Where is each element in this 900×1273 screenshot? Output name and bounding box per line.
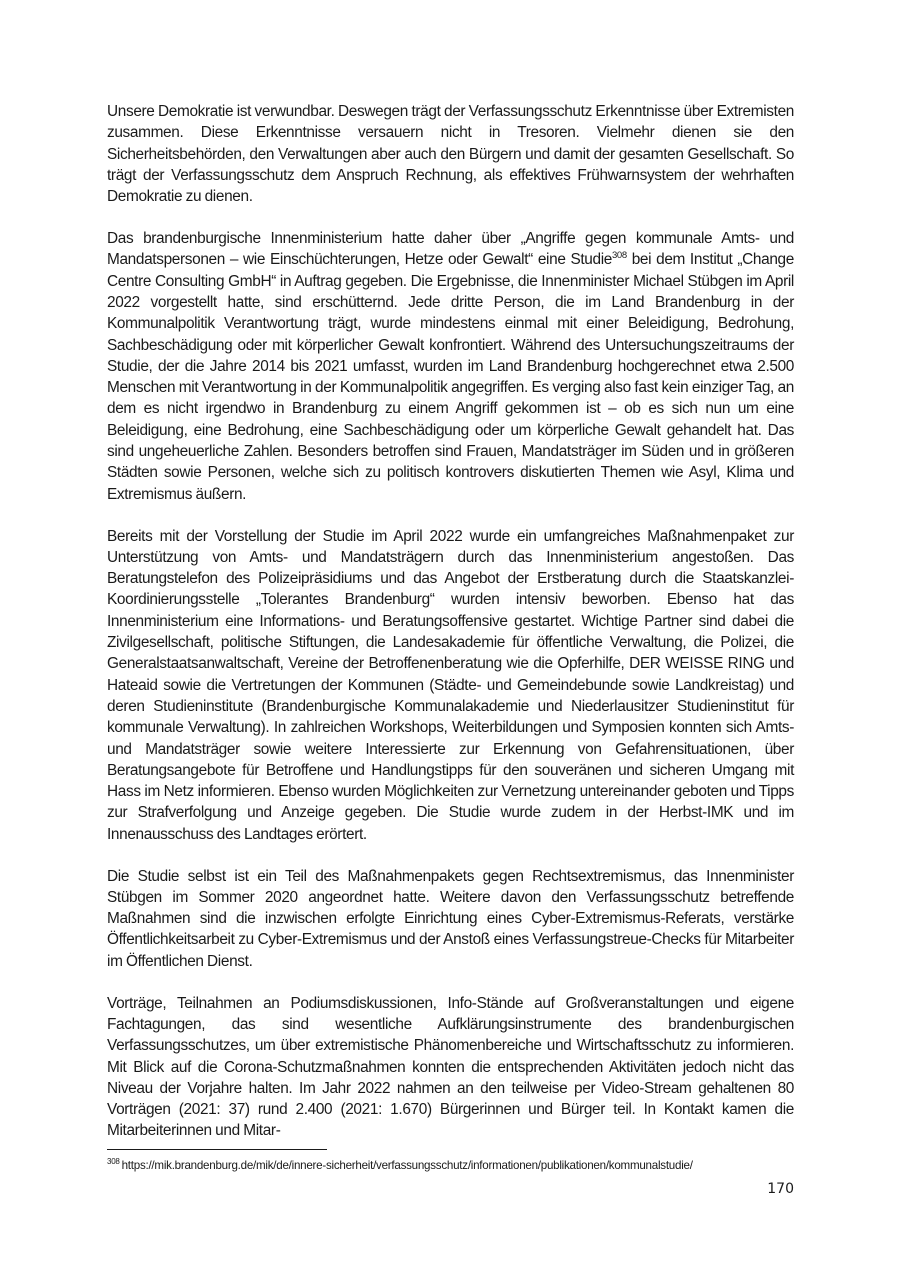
footnote-number: 308 [107, 1157, 120, 1167]
paragraph-2-after: bei dem Institut „Change Centre Consulting GmbH“ in Auftrag gegeben. Die Ergebnisse, die Innenminister Michael Stübgen im April 2022 vorgestellt hatte, sind erschütternd. Jede dritte Person, die im Land Brandenburg in der Kommunalpolitik Verantwortung trägt, wurde mindestens einmal mit einer Beleidigung, Bedrohung, Sachbeschädigung oder mit körperlicher Gewalt konfrontiert. Während des Untersuchungszeitraums der Studie, der die Jahre 2014 bis 2021 umfasst, wurden im Land Brandenburg hochgerechnet etwa 2.500 Menschen mit Verantwortung in der Kommunalpolitik angegriffen. Es verging also fast kein einziger Tag, an dem es nicht irgendwo in Brandenburg zu einem Angriff gekommen ist – ob es sich nun um eine Beleidigung, eine Bedrohung, eine Sachbeschädigung oder um körperliche Gewalt gehandelt hat. Das sind ungeheuerliche Zahlen. Besonders betroffen sind Frauen, Mandatsträger im Süden und in größeren Städten sowie Personen, welche sich zu politisch kontrovers diskutierten Themen wie Asyl, Klima und Extremismus äußern. [107, 251, 794, 503]
paragraph-4: Die Studie selbst ist ein Teil des Maßnahmenpakets gegen Rechtsextremismus, das Innenminister Stübgen im Sommer 2020 angeordnet hatte. Weitere davon den Verfassungsschutz betreffende Maßnahmen sind die inzwischen erfolgte Einrichtung eines Cyber-Extremismus-Referats, verstärke Öffentlichkeitsarbeit zu Cyber-Extremismus und der Anstoß eines Verfassungstreue-Checks für Mitarbeiter im Öffentlichen Dienst. [107, 867, 794, 970]
paragraph-2 [107, 228, 794, 505]
footnote [107, 1158, 807, 1174]
footnote-reference[interactable]: 308 [611, 250, 627, 262]
paragraph-5: Vorträge, Teilnahmen an Podiumsdiskussionen, Info-Stände auf Großveranstaltungen und eigene Fachtagungen, das sind wesentliche Aufklärungsinstrumente des brandenburgischen Verfassungsschutzes, um über extremistische Phänomenbereiche und Wirtschaftsschutz zu informieren. Mit Blick auf die Corona-Schutzmaßnahmen konnten die entsprechenden Aktivitäten jedoch nicht das Niveau der Vorjahre halten. Im Jahr 2022 nahmen an den teilweise per Video-Stream gehaltenen 80 Vorträgen (2021: 37) rund 2.400 (2021: 1.670) Bürgerinnen und Bürger teil. In Kontakt kamen die Mitarbeiterinnen und Mitar- [107, 994, 794, 1140]
page-number: 170 [767, 1181, 794, 1197]
paragraph-2-before: Das brandenburgische Innenministerium hatte daher über „Angriffe gegen kommunale Amts- und Mandatspersonen – wie Einschüchterungen, Hetze oder Gewalt“ eine Studie [107, 230, 794, 269]
body-text [107, 101, 794, 1162]
paragraph-1: Unsere Demokratie ist verwundbar. Deswegen trägt der Verfassungsschutz Erkenntnisse über Extremisten zusammen. Diese Erkenntnisse versauern nicht in Tresoren. Vielmehr dienen sie den Sicherheitsbehörden, den Verwaltungen aber auch den Bürgern und damit der gesamten Gesellschaft. So trägt der Verfassungsschutz dem Anspruch Rechnung, als effektives Frühwarnsystem der wehrhaften Demokratie zu dienen. [107, 103, 794, 206]
paragraph-3: Bereits mit der Vorstellung der Studie im April 2022 wurde ein umfangreiches Maßnahmenpaket zur Unterstützung von Amts- und Mandatsträgern durch das Innenministerium angestoßen. Das Beratungstelefon des Polizeipräsidiums und das Angebot der Erstberatung durch die Staatskanzlei-Koordinierungsstelle „Tolerantes Brandenburg“ wurden intensiv beworben. Ebenso hat das Innenministerium eine Informations- und Beratungsoffensive gestartet. Wichtige Partner sind dabei die Zivilgesellschaft, politische Stiftungen, die Landesakademie für öffentliche Verwaltung, die Polizei, die Generalstaatsanwaltschaft, Vereine der Betroffenenberatung wie die Opferhilfe, DER WEISSE RING und Hateaid sowie die Vertretungen der Kommunen (Städte- und Gemeindebunde sowie Landkreistag) und deren Studieninstitute (Brandenburgische Kommunalakademie und Niederlausitzer Studieninstitut für kommunale Verwaltung). In zahlreichen Workshops, Weiterbildungen und Symposien konnten sich Amts- und Mandatsträger sowie weitere Interessierte zur Erkennung von Gefahrensituationen, über Beratungsangebote für Betroffene und Handlungstipps für den souveränen und sicheren Umgang mit Hass im Netz informieren. Ebenso wurden Möglichkeiten zur Vernetzung untereinander geboten und Tipps zur Strafverfolgung und Anzeige gegeben. Die Studie wurde zudem in der Herbst-IMK und im Innenausschuss des Landtages erörtert. [107, 527, 794, 843]
footnote-link[interactable]: https://mik.brandenburg.de/mik/de/innere-sicherheit/verfassungsschutz/informationen/publikationen/kommunalstudie/ [121, 1159, 693, 1172]
footnote-separator [107, 1149, 327, 1150]
